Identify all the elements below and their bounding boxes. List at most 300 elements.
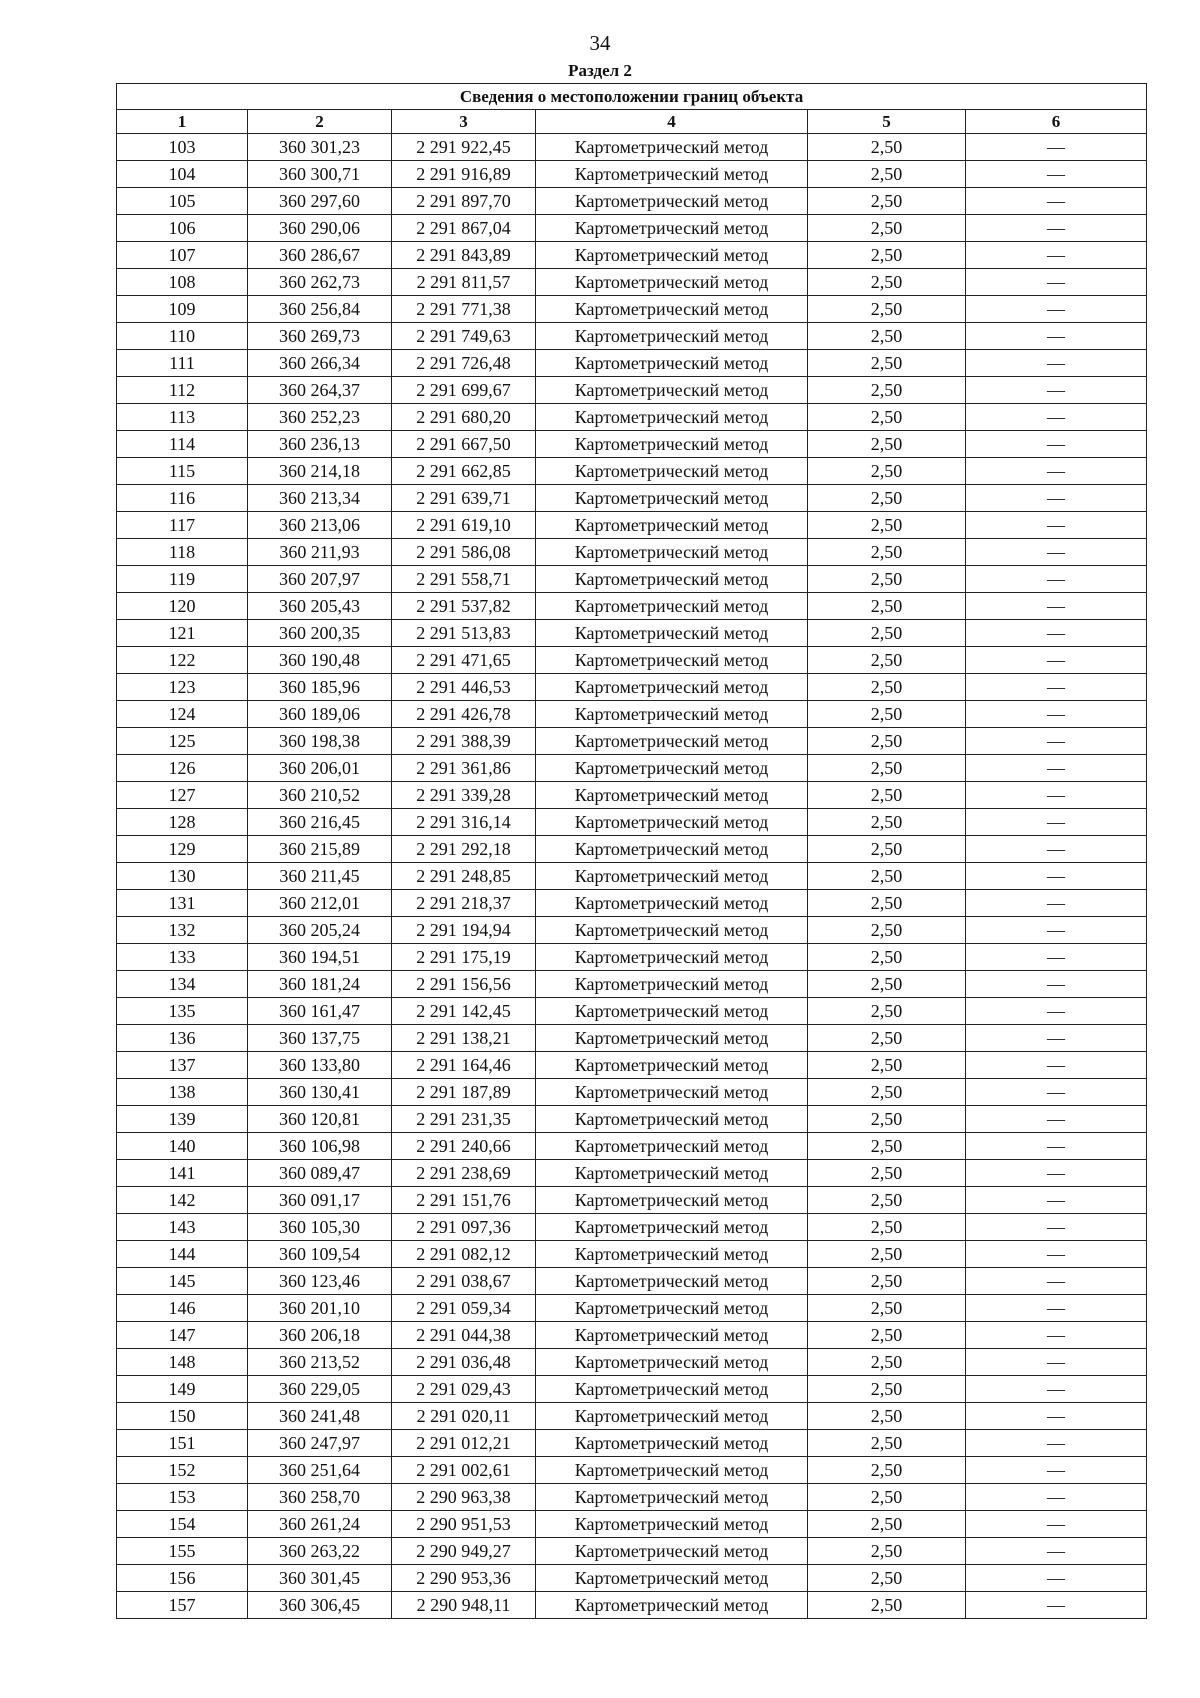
accuracy-cell: 2,50 bbox=[808, 863, 966, 890]
description-cell: — bbox=[966, 1511, 1147, 1538]
description-cell: — bbox=[966, 296, 1147, 323]
description-cell: — bbox=[966, 1484, 1147, 1511]
y-coordinate-cell: 2 291 680,20 bbox=[392, 404, 536, 431]
method-cell: Картометрический метод bbox=[536, 1538, 808, 1565]
description-cell: — bbox=[966, 971, 1147, 998]
method-cell: Картометрический метод bbox=[536, 620, 808, 647]
point-number-cell: 131 bbox=[117, 890, 248, 917]
description-cell: — bbox=[966, 1241, 1147, 1268]
accuracy-cell: 2,50 bbox=[808, 1403, 966, 1430]
table-row bbox=[117, 863, 1147, 890]
accuracy-cell: 2,50 bbox=[808, 647, 966, 674]
point-number-cell: 144 bbox=[117, 1241, 248, 1268]
point-number-cell: 156 bbox=[117, 1565, 248, 1592]
x-coordinate-cell: 360 137,75 bbox=[248, 1025, 392, 1052]
method-cell: Картометрический метод bbox=[536, 944, 808, 971]
method-cell: Картометрический метод bbox=[536, 1187, 808, 1214]
table-row bbox=[117, 755, 1147, 782]
y-coordinate-cell: 2 291 667,50 bbox=[392, 431, 536, 458]
table-row bbox=[117, 512, 1147, 539]
x-coordinate-cell: 360 106,98 bbox=[248, 1133, 392, 1160]
table-row bbox=[117, 1457, 1147, 1484]
method-cell: Картометрический метод bbox=[536, 350, 808, 377]
method-cell: Картометрический метод bbox=[536, 1052, 808, 1079]
point-number-cell: 146 bbox=[117, 1295, 248, 1322]
description-cell: — bbox=[966, 755, 1147, 782]
x-coordinate-cell: 360 211,45 bbox=[248, 863, 392, 890]
x-coordinate-cell: 360 185,96 bbox=[248, 674, 392, 701]
accuracy-cell: 2,50 bbox=[808, 593, 966, 620]
boundary-coordinates-table bbox=[116, 83, 1147, 1619]
method-cell: Картометрический метод bbox=[536, 1160, 808, 1187]
point-number-cell: 111 bbox=[117, 350, 248, 377]
description-cell: — bbox=[966, 1538, 1147, 1565]
point-number-cell: 104 bbox=[117, 161, 248, 188]
point-number-cell: 120 bbox=[117, 593, 248, 620]
x-coordinate-cell: 360 206,01 bbox=[248, 755, 392, 782]
method-cell: Картометрический метод bbox=[536, 674, 808, 701]
table-row bbox=[117, 350, 1147, 377]
x-coordinate-cell: 360 256,84 bbox=[248, 296, 392, 323]
table-row bbox=[117, 782, 1147, 809]
table-row bbox=[117, 458, 1147, 485]
point-number-cell: 126 bbox=[117, 755, 248, 782]
method-cell: Картометрический метод bbox=[536, 917, 808, 944]
x-coordinate-cell: 360 194,51 bbox=[248, 944, 392, 971]
description-cell: — bbox=[966, 1133, 1147, 1160]
x-coordinate-cell: 360 205,24 bbox=[248, 917, 392, 944]
accuracy-cell: 2,50 bbox=[808, 1214, 966, 1241]
point-number-cell: 155 bbox=[117, 1538, 248, 1565]
description-cell: — bbox=[966, 1565, 1147, 1592]
description-cell: — bbox=[966, 269, 1147, 296]
table-row bbox=[117, 593, 1147, 620]
description-cell: — bbox=[966, 620, 1147, 647]
x-coordinate-cell: 360 212,01 bbox=[248, 890, 392, 917]
point-number-cell: 109 bbox=[117, 296, 248, 323]
point-number-cell: 138 bbox=[117, 1079, 248, 1106]
y-coordinate-cell: 2 290 948,11 bbox=[392, 1592, 536, 1619]
y-coordinate-cell: 2 291 699,67 bbox=[392, 377, 536, 404]
y-coordinate-cell: 2 291 164,46 bbox=[392, 1052, 536, 1079]
accuracy-cell: 2,50 bbox=[808, 1133, 966, 1160]
y-coordinate-cell: 2 291 558,71 bbox=[392, 566, 536, 593]
accuracy-cell: 2,50 bbox=[808, 539, 966, 566]
description-cell: — bbox=[966, 1268, 1147, 1295]
accuracy-cell: 2,50 bbox=[808, 1430, 966, 1457]
description-cell: — bbox=[966, 1214, 1147, 1241]
page-number: 34 bbox=[589, 31, 611, 55]
x-coordinate-cell: 360 264,37 bbox=[248, 377, 392, 404]
table-row bbox=[117, 269, 1147, 296]
accuracy-cell: 2,50 bbox=[808, 431, 966, 458]
column-number-2: 2 bbox=[248, 110, 392, 134]
method-cell: Картометрический метод bbox=[536, 1025, 808, 1052]
section-title: Раздел 2 bbox=[568, 61, 632, 80]
table-row bbox=[117, 566, 1147, 593]
method-cell: Картометрический метод bbox=[536, 1322, 808, 1349]
y-coordinate-cell: 2 291 138,21 bbox=[392, 1025, 536, 1052]
description-cell: — bbox=[966, 134, 1147, 161]
y-coordinate-cell: 2 291 922,45 bbox=[392, 134, 536, 161]
table-row bbox=[117, 1052, 1147, 1079]
point-number-cell: 124 bbox=[117, 701, 248, 728]
y-coordinate-cell: 2 291 194,94 bbox=[392, 917, 536, 944]
method-cell: Картометрический метод bbox=[536, 188, 808, 215]
table-row bbox=[117, 215, 1147, 242]
description-cell: — bbox=[966, 458, 1147, 485]
table-row bbox=[117, 1484, 1147, 1511]
y-coordinate-cell: 2 291 843,89 bbox=[392, 242, 536, 269]
x-coordinate-cell: 360 200,35 bbox=[248, 620, 392, 647]
description-cell: — bbox=[966, 1403, 1147, 1430]
method-cell: Картометрический метод bbox=[536, 1403, 808, 1430]
table-row bbox=[117, 1241, 1147, 1268]
method-cell: Картометрический метод bbox=[536, 1349, 808, 1376]
y-coordinate-cell: 2 291 316,14 bbox=[392, 809, 536, 836]
description-cell: — bbox=[966, 1106, 1147, 1133]
point-number-cell: 114 bbox=[117, 431, 248, 458]
point-number-cell: 121 bbox=[117, 620, 248, 647]
method-cell: Картометрический метод bbox=[536, 1376, 808, 1403]
x-coordinate-cell: 360 290,06 bbox=[248, 215, 392, 242]
accuracy-cell: 2,50 bbox=[808, 1457, 966, 1484]
y-coordinate-cell: 2 291 002,61 bbox=[392, 1457, 536, 1484]
x-coordinate-cell: 360 261,24 bbox=[248, 1511, 392, 1538]
method-cell: Картометрический метод bbox=[536, 728, 808, 755]
point-number-cell: 137 bbox=[117, 1052, 248, 1079]
point-number-cell: 149 bbox=[117, 1376, 248, 1403]
column-number-3: 3 bbox=[392, 110, 536, 134]
point-number-cell: 123 bbox=[117, 674, 248, 701]
y-coordinate-cell: 2 290 953,36 bbox=[392, 1565, 536, 1592]
point-number-cell: 157 bbox=[117, 1592, 248, 1619]
method-cell: Картометрический метод bbox=[536, 1511, 808, 1538]
description-cell: — bbox=[966, 917, 1147, 944]
accuracy-cell: 2,50 bbox=[808, 944, 966, 971]
accuracy-cell: 2,50 bbox=[808, 1160, 966, 1187]
point-number-cell: 152 bbox=[117, 1457, 248, 1484]
method-cell: Картометрический метод bbox=[536, 215, 808, 242]
accuracy-cell: 2,50 bbox=[808, 1322, 966, 1349]
accuracy-cell: 2,50 bbox=[808, 917, 966, 944]
point-number-cell: 127 bbox=[117, 782, 248, 809]
y-coordinate-cell: 2 291 218,37 bbox=[392, 890, 536, 917]
point-number-cell: 153 bbox=[117, 1484, 248, 1511]
accuracy-cell: 2,50 bbox=[808, 1052, 966, 1079]
method-cell: Картометрический метод bbox=[536, 1592, 808, 1619]
method-cell: Картометрический метод bbox=[536, 1295, 808, 1322]
point-number-cell: 145 bbox=[117, 1268, 248, 1295]
point-number-cell: 117 bbox=[117, 512, 248, 539]
accuracy-cell: 2,50 bbox=[808, 215, 966, 242]
method-cell: Картометрический метод bbox=[536, 647, 808, 674]
point-number-cell: 140 bbox=[117, 1133, 248, 1160]
x-coordinate-cell: 360 123,46 bbox=[248, 1268, 392, 1295]
description-cell: — bbox=[966, 701, 1147, 728]
table-row bbox=[117, 1268, 1147, 1295]
point-number-cell: 134 bbox=[117, 971, 248, 998]
table-row bbox=[117, 620, 1147, 647]
table-row bbox=[117, 377, 1147, 404]
description-cell: — bbox=[966, 566, 1147, 593]
table-row bbox=[117, 1376, 1147, 1403]
accuracy-cell: 2,50 bbox=[808, 1511, 966, 1538]
x-coordinate-cell: 360 301,45 bbox=[248, 1565, 392, 1592]
table-row bbox=[117, 431, 1147, 458]
y-coordinate-cell: 2 291 240,66 bbox=[392, 1133, 536, 1160]
accuracy-cell: 2,50 bbox=[808, 269, 966, 296]
y-coordinate-cell: 2 291 156,56 bbox=[392, 971, 536, 998]
y-coordinate-cell: 2 291 619,10 bbox=[392, 512, 536, 539]
x-coordinate-cell: 360 205,43 bbox=[248, 593, 392, 620]
column-number-row bbox=[117, 110, 1147, 134]
description-cell: — bbox=[966, 431, 1147, 458]
accuracy-cell: 2,50 bbox=[808, 1079, 966, 1106]
x-coordinate-cell: 360 286,67 bbox=[248, 242, 392, 269]
point-number-cell: 118 bbox=[117, 539, 248, 566]
column-number-4: 4 bbox=[536, 110, 808, 134]
description-cell: — bbox=[966, 944, 1147, 971]
x-coordinate-cell: 360 241,48 bbox=[248, 1403, 392, 1430]
table-row bbox=[117, 674, 1147, 701]
accuracy-cell: 2,50 bbox=[808, 296, 966, 323]
x-coordinate-cell: 360 214,18 bbox=[248, 458, 392, 485]
point-number-cell: 133 bbox=[117, 944, 248, 971]
table-row bbox=[117, 1322, 1147, 1349]
description-cell: — bbox=[966, 539, 1147, 566]
method-cell: Картометрический метод bbox=[536, 404, 808, 431]
description-cell: — bbox=[966, 728, 1147, 755]
point-number-cell: 105 bbox=[117, 188, 248, 215]
accuracy-cell: 2,50 bbox=[808, 971, 966, 998]
y-coordinate-cell: 2 291 811,57 bbox=[392, 269, 536, 296]
accuracy-cell: 2,50 bbox=[808, 1295, 966, 1322]
accuracy-cell: 2,50 bbox=[808, 890, 966, 917]
description-cell: — bbox=[966, 1025, 1147, 1052]
x-coordinate-cell: 360 213,06 bbox=[248, 512, 392, 539]
method-cell: Картометрический метод bbox=[536, 836, 808, 863]
accuracy-cell: 2,50 bbox=[808, 1349, 966, 1376]
table-row bbox=[117, 701, 1147, 728]
method-cell: Картометрический метод bbox=[536, 701, 808, 728]
accuracy-cell: 2,50 bbox=[808, 188, 966, 215]
table-body bbox=[117, 134, 1147, 1619]
point-number-cell: 106 bbox=[117, 215, 248, 242]
x-coordinate-cell: 360 300,71 bbox=[248, 161, 392, 188]
x-coordinate-cell: 360 120,81 bbox=[248, 1106, 392, 1133]
table-row bbox=[117, 404, 1147, 431]
method-cell: Картометрический метод bbox=[536, 1457, 808, 1484]
x-coordinate-cell: 360 089,47 bbox=[248, 1160, 392, 1187]
description-cell: — bbox=[966, 1160, 1147, 1187]
column-number-6: 6 bbox=[966, 110, 1147, 134]
table-row bbox=[117, 539, 1147, 566]
description-cell: — bbox=[966, 1592, 1147, 1619]
y-coordinate-cell: 2 291 749,63 bbox=[392, 323, 536, 350]
method-cell: Картометрический метод bbox=[536, 863, 808, 890]
point-number-cell: 113 bbox=[117, 404, 248, 431]
table-row bbox=[117, 944, 1147, 971]
x-coordinate-cell: 360 215,89 bbox=[248, 836, 392, 863]
point-number-cell: 119 bbox=[117, 566, 248, 593]
description-cell: — bbox=[966, 485, 1147, 512]
table-row bbox=[117, 1295, 1147, 1322]
table-row bbox=[117, 323, 1147, 350]
table-row bbox=[117, 1592, 1147, 1619]
table-row bbox=[117, 1214, 1147, 1241]
accuracy-cell: 2,50 bbox=[808, 1484, 966, 1511]
y-coordinate-cell: 2 291 771,38 bbox=[392, 296, 536, 323]
table-row bbox=[117, 728, 1147, 755]
x-coordinate-cell: 360 198,38 bbox=[248, 728, 392, 755]
method-cell: Картометрический метод bbox=[536, 1430, 808, 1457]
point-number-cell: 125 bbox=[117, 728, 248, 755]
description-cell: — bbox=[966, 161, 1147, 188]
accuracy-cell: 2,50 bbox=[808, 566, 966, 593]
table-row bbox=[117, 1349, 1147, 1376]
description-cell: — bbox=[966, 512, 1147, 539]
method-cell: Картометрический метод bbox=[536, 890, 808, 917]
accuracy-cell: 2,50 bbox=[808, 485, 966, 512]
method-cell: Картометрический метод bbox=[536, 809, 808, 836]
accuracy-cell: 2,50 bbox=[808, 701, 966, 728]
description-cell: — bbox=[966, 1457, 1147, 1484]
x-coordinate-cell: 360 105,30 bbox=[248, 1214, 392, 1241]
x-coordinate-cell: 360 301,23 bbox=[248, 134, 392, 161]
y-coordinate-cell: 2 291 471,65 bbox=[392, 647, 536, 674]
y-coordinate-cell: 2 291 248,85 bbox=[392, 863, 536, 890]
point-number-cell: 132 bbox=[117, 917, 248, 944]
accuracy-cell: 2,50 bbox=[808, 1592, 966, 1619]
y-coordinate-cell: 2 291 082,12 bbox=[392, 1241, 536, 1268]
point-number-cell: 148 bbox=[117, 1349, 248, 1376]
x-coordinate-cell: 360 269,73 bbox=[248, 323, 392, 350]
method-cell: Картометрический метод bbox=[536, 1268, 808, 1295]
point-number-cell: 143 bbox=[117, 1214, 248, 1241]
description-cell: — bbox=[966, 215, 1147, 242]
point-number-cell: 115 bbox=[117, 458, 248, 485]
y-coordinate-cell: 2 290 963,38 bbox=[392, 1484, 536, 1511]
method-cell: Картометрический метод bbox=[536, 566, 808, 593]
method-cell: Картометрический метод bbox=[536, 593, 808, 620]
y-coordinate-cell: 2 291 097,36 bbox=[392, 1214, 536, 1241]
table-row bbox=[117, 1403, 1147, 1430]
accuracy-cell: 2,50 bbox=[808, 836, 966, 863]
method-cell: Картометрический метод bbox=[536, 377, 808, 404]
x-coordinate-cell: 360 190,48 bbox=[248, 647, 392, 674]
y-coordinate-cell: 2 291 513,83 bbox=[392, 620, 536, 647]
y-coordinate-cell: 2 291 446,53 bbox=[392, 674, 536, 701]
y-coordinate-cell: 2 291 339,28 bbox=[392, 782, 536, 809]
accuracy-cell: 2,50 bbox=[808, 782, 966, 809]
point-number-cell: 103 bbox=[117, 134, 248, 161]
accuracy-cell: 2,50 bbox=[808, 1538, 966, 1565]
x-coordinate-cell: 360 251,64 bbox=[248, 1457, 392, 1484]
accuracy-cell: 2,50 bbox=[808, 674, 966, 701]
table-row bbox=[117, 1538, 1147, 1565]
table-row bbox=[117, 1511, 1147, 1538]
y-coordinate-cell: 2 290 951,53 bbox=[392, 1511, 536, 1538]
point-number-cell: 151 bbox=[117, 1430, 248, 1457]
table-row bbox=[117, 296, 1147, 323]
description-cell: — bbox=[966, 1295, 1147, 1322]
x-coordinate-cell: 360 091,17 bbox=[248, 1187, 392, 1214]
accuracy-cell: 2,50 bbox=[808, 1241, 966, 1268]
table-row bbox=[117, 1160, 1147, 1187]
y-coordinate-cell: 2 291 292,18 bbox=[392, 836, 536, 863]
table-row bbox=[117, 242, 1147, 269]
method-cell: Картометрический метод bbox=[536, 296, 808, 323]
y-coordinate-cell: 2 291 020,11 bbox=[392, 1403, 536, 1430]
accuracy-cell: 2,50 bbox=[808, 512, 966, 539]
description-cell: — bbox=[966, 350, 1147, 377]
column-number-1: 1 bbox=[117, 110, 248, 134]
y-coordinate-cell: 2 291 238,69 bbox=[392, 1160, 536, 1187]
accuracy-cell: 2,50 bbox=[808, 1376, 966, 1403]
x-coordinate-cell: 360 216,45 bbox=[248, 809, 392, 836]
description-cell: — bbox=[966, 593, 1147, 620]
table-row bbox=[117, 809, 1147, 836]
accuracy-cell: 2,50 bbox=[808, 620, 966, 647]
accuracy-cell: 2,50 bbox=[808, 404, 966, 431]
y-coordinate-cell: 2 291 044,38 bbox=[392, 1322, 536, 1349]
accuracy-cell: 2,50 bbox=[808, 998, 966, 1025]
point-number-cell: 128 bbox=[117, 809, 248, 836]
point-number-cell: 154 bbox=[117, 1511, 248, 1538]
table-row bbox=[117, 1133, 1147, 1160]
y-coordinate-cell: 2 291 142,45 bbox=[392, 998, 536, 1025]
description-cell: — bbox=[966, 782, 1147, 809]
table-row bbox=[117, 971, 1147, 998]
accuracy-cell: 2,50 bbox=[808, 1268, 966, 1295]
method-cell: Картометрический метод bbox=[536, 539, 808, 566]
accuracy-cell: 2,50 bbox=[808, 1565, 966, 1592]
x-coordinate-cell: 360 109,54 bbox=[248, 1241, 392, 1268]
x-coordinate-cell: 360 161,47 bbox=[248, 998, 392, 1025]
method-cell: Картометрический метод bbox=[536, 1106, 808, 1133]
method-cell: Картометрический метод bbox=[536, 431, 808, 458]
y-coordinate-cell: 2 291 059,34 bbox=[392, 1295, 536, 1322]
method-cell: Картометрический метод bbox=[536, 782, 808, 809]
description-cell: — bbox=[966, 1376, 1147, 1403]
x-coordinate-cell: 360 181,24 bbox=[248, 971, 392, 998]
method-cell: Картометрический метод bbox=[536, 323, 808, 350]
accuracy-cell: 2,50 bbox=[808, 755, 966, 782]
description-cell: — bbox=[966, 188, 1147, 215]
point-number-cell: 139 bbox=[117, 1106, 248, 1133]
method-cell: Картометрический метод bbox=[536, 458, 808, 485]
x-coordinate-cell: 360 189,06 bbox=[248, 701, 392, 728]
x-coordinate-cell: 360 207,97 bbox=[248, 566, 392, 593]
description-cell: — bbox=[966, 377, 1147, 404]
method-cell: Картометрический метод bbox=[536, 755, 808, 782]
x-coordinate-cell: 360 211,93 bbox=[248, 539, 392, 566]
y-coordinate-cell: 2 291 151,76 bbox=[392, 1187, 536, 1214]
method-cell: Картометрический метод bbox=[536, 971, 808, 998]
method-cell: Картометрический метод bbox=[536, 512, 808, 539]
point-number-cell: 129 bbox=[117, 836, 248, 863]
method-cell: Картометрический метод bbox=[536, 1241, 808, 1268]
table-row bbox=[117, 1079, 1147, 1106]
description-cell: — bbox=[966, 1430, 1147, 1457]
accuracy-cell: 2,50 bbox=[808, 161, 966, 188]
table-row bbox=[117, 161, 1147, 188]
y-coordinate-cell: 2 291 038,67 bbox=[392, 1268, 536, 1295]
x-coordinate-cell: 360 201,10 bbox=[248, 1295, 392, 1322]
point-number-cell: 112 bbox=[117, 377, 248, 404]
y-coordinate-cell: 2 291 426,78 bbox=[392, 701, 536, 728]
